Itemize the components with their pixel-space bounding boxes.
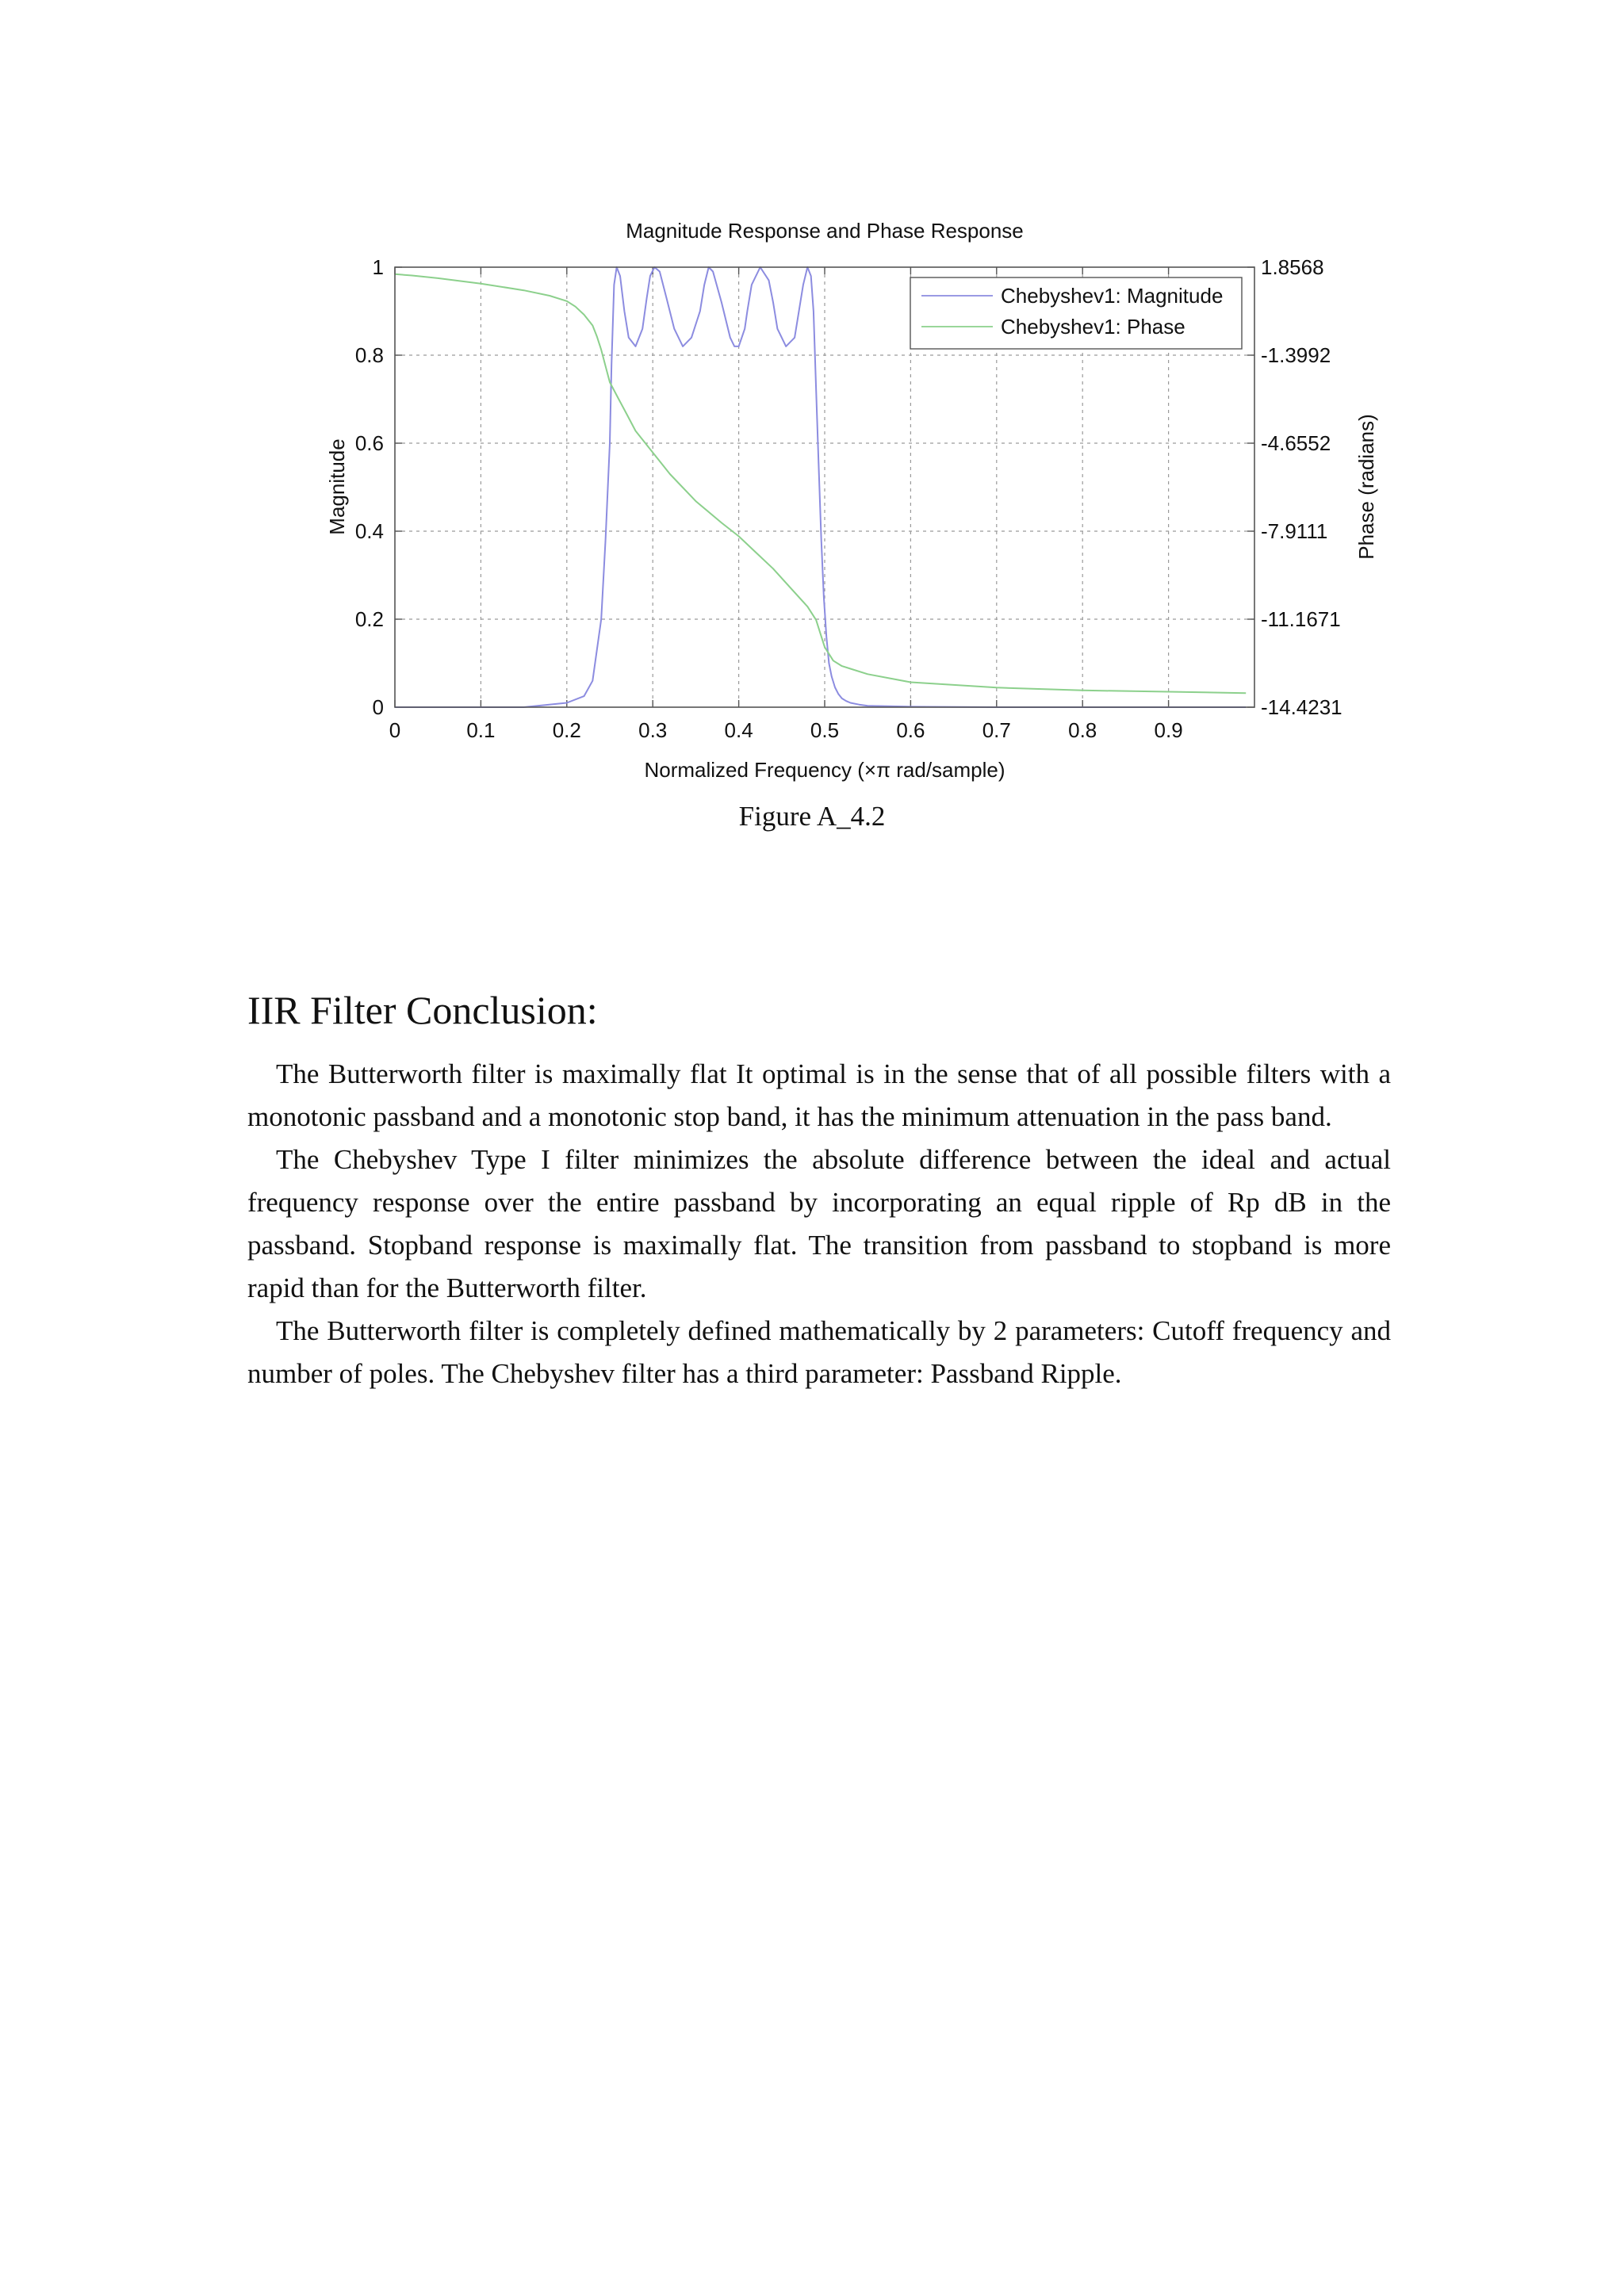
y2-tick-label: -4.6552 — [1261, 431, 1331, 456]
y2-tick-label: -14.4231 — [1261, 695, 1342, 719]
figure-caption: Figure A_4.2 — [738, 801, 886, 832]
x-tick-label: 0.7 — [982, 718, 1011, 742]
y-tick-label: 1 — [372, 255, 384, 279]
paragraph: The Butterworth filter is completely defined mathematically by 2 parameters: Cutoff frequency and number of poles. The Chebyshev filter has a third parameter: Passband Ripple. — [247, 1315, 1391, 1389]
legend-label-phase: Chebyshev1: Phase — [1001, 315, 1185, 339]
x-axis-label: Normalized Frequency (×π rad/sample) — [644, 758, 1005, 782]
y2-tick-label: -11.1671 — [1261, 607, 1341, 631]
x-tick-label: 0.3 — [638, 718, 668, 742]
y-axis-label: Magnitude — [325, 438, 349, 535]
paragraph: The Butterworth filter is maximally flat It optimal is in the sense that of all possible filters with a monotonic passband and a monotonic stop band, it has the minimum attenuation in the pass band. — [247, 1058, 1391, 1132]
x-tick-label: 0.5 — [810, 718, 840, 742]
x-tick-label: 0.2 — [552, 718, 581, 742]
y-tick-label: 0.2 — [354, 607, 384, 631]
y2-tick-label: -1.3992 — [1261, 343, 1331, 368]
x-tick-label: 0.4 — [724, 718, 753, 742]
section-heading: IIR Filter Conclusion: — [247, 988, 598, 1032]
paragraph: The Chebyshev Type I filter minimizes the absolute difference between the ideal and actual frequency response over the entire passband by incorporating an equal ripple of Rp dB in the passband. Stopband response is maximally flat. The transition from passband to stopband is more rapid than for the Butterworth filter. — [247, 1144, 1391, 1303]
chart-title: Magnitude Response and Phase Response — [626, 219, 1024, 243]
legend-label-magnitude: Chebyshev1: Magnitude — [1001, 284, 1224, 308]
body-text — [247, 1053, 1391, 1395]
y-tick-label: 0.6 — [354, 431, 384, 455]
x-tick-label: 0.1 — [466, 718, 496, 742]
figure-chart — [0, 0, 1624, 793]
legend — [910, 277, 1242, 349]
y2-axis-label: Phase (radians) — [1354, 414, 1378, 560]
y-tick-label: 0.4 — [354, 519, 384, 543]
x-tick-label: 0.8 — [1068, 718, 1097, 742]
x-tick-label: 0 — [389, 718, 401, 742]
x-tick-label: 0.9 — [1154, 718, 1183, 742]
x-tick-label: 0.6 — [896, 718, 925, 742]
y2-tick-label: -7.9111 — [1261, 519, 1328, 543]
y2-tick-label: 1.8568 — [1261, 255, 1324, 279]
y-tick-label: 0 — [372, 695, 384, 719]
y-tick-label: 0.8 — [354, 343, 384, 367]
